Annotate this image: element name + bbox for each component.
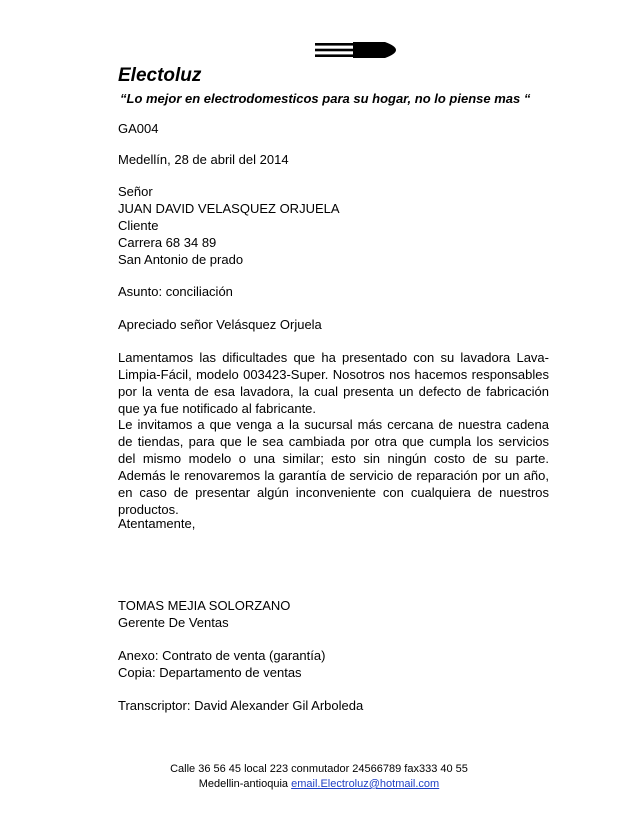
signer-title: Gerente De Ventas [118,615,229,630]
place-date: Medellín, 28 de abril del 2014 [118,152,289,167]
footer-email-link[interactable]: email.Electroluz@hotmail.com [291,778,440,790]
footer-contact [0,777,638,792]
closing: Atentamente, [118,516,196,531]
bullet-logo-icon [315,40,407,60]
footer-city: Medellin-antioquia [198,778,289,790]
recipient-name: JUAN DAVID VELASQUEZ ORJUELA [118,201,340,216]
recipient-city: San Antonio de prado [118,252,244,267]
copy-line: Copia: Departamento de ventas [118,665,302,680]
signer-name: TOMAS MEJIA SOLORZANO [118,598,291,613]
body-paragraph-2: Le invitamos a que venga a la sucursal más cercana de nuestra cadena de tiendas, para que le sea cambiada por otra que cumpla los servicios del mismo modelo o una similar; esto sin ningún costo de su parte. Además le renovaremos la garantía de servicio de reparación por un año, en caso de presentar algún inconveniente con cualquiera de nuestros productos. [118,417,549,517]
company-name: Electoluz [118,65,202,86]
greeting: Apreciado señor Velásquez Orjuela [118,317,322,332]
annex-line: Anexo: Contrato de venta (garantía) [118,648,326,663]
recipient-address: Carrera 68 34 89 [118,235,217,250]
reference-code: GA004 [118,121,159,136]
footer-address: Calle 36 56 45 local 223 conmutador 24566789 fax333 40 55 [170,763,468,775]
recipient-role: Cliente [118,218,159,233]
body-paragraph-1: Lamentamos las dificultades que ha presentado con su lavadora Lava-Limpia-Fácil, modelo 003423-Super. Nosotros nos hacemos responsables por la venta de esa lavadora, la cual presenta un defecto de fabricación que ya fue notificado al fabricante. [118,350,549,416]
company-slogan: “Lo mejor en electrodomesticos para su hogar, no lo piense mas “ [120,91,531,106]
subject-line: Asunto: conciliación [118,284,233,299]
salutation-title: Señor [118,184,153,199]
transcriber-line: Transcriptor: David Alexander Gil Arboleda [118,698,364,713]
